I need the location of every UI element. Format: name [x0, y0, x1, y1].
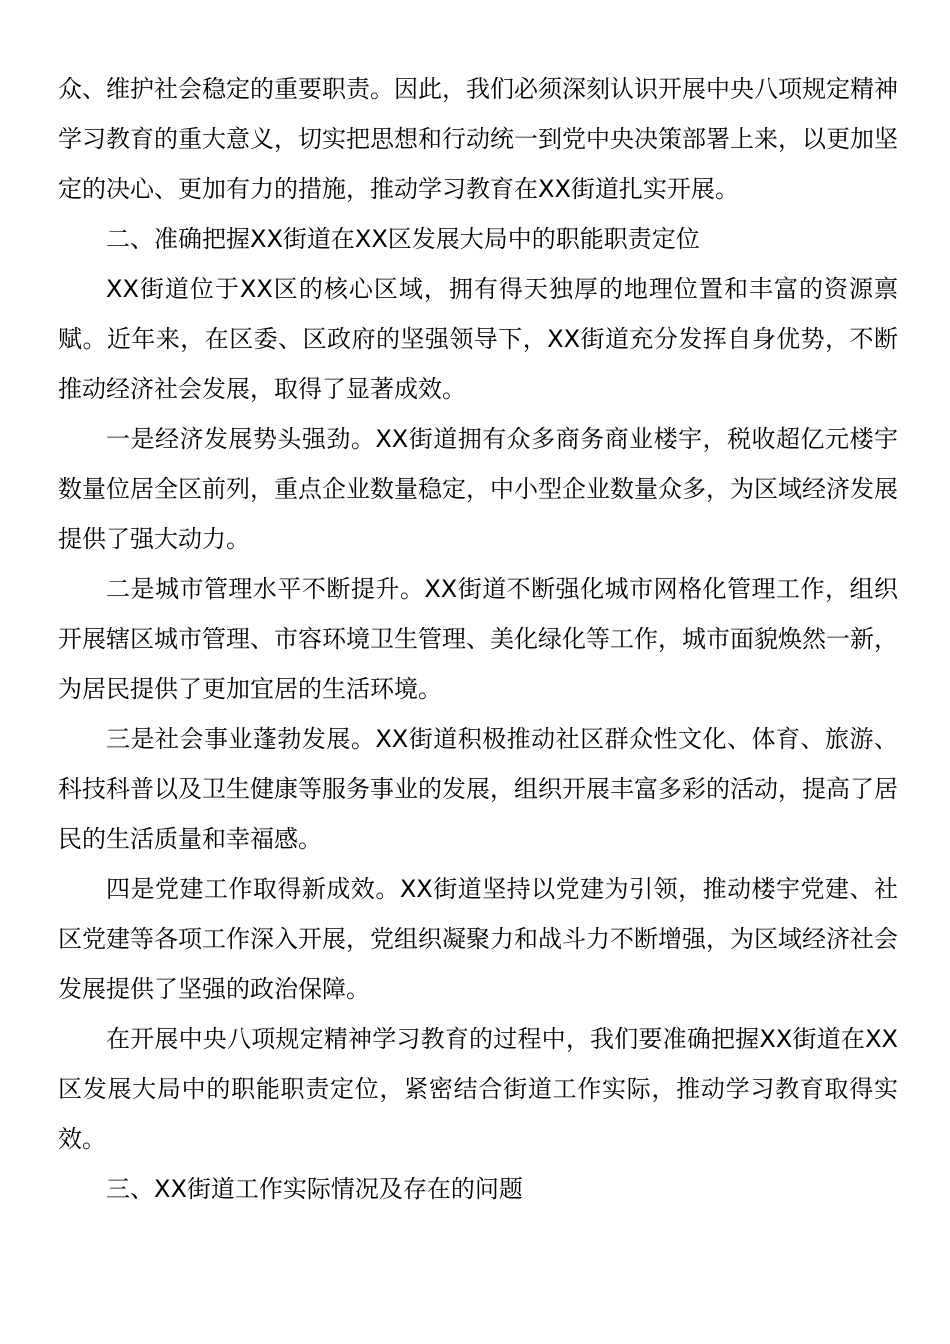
party-building-paragraph: 四是党建工作取得新成效。XX街道坚持以党建为引领，推动楼宇党建、社区党建等各项工作深入开展，党组织凝聚力和战斗力不断增强，为区域经济社会发展提供了坚强的政治保障。: [58, 875, 898, 1003]
urban-management-paragraph: 二是城市管理水平不断提升。XX街道不断强化城市网格化管理工作，组织开展辖区城市管理、市容环境卫生管理、美化绿化等工作，城市面貌焕然一新，为居民提供了更加宜居的生活环境。: [58, 575, 898, 703]
document-page: [58, 64, 898, 1214]
section-heading-two: 二、准确把握XX街道在XX区发展大局中的职能职责定位: [106, 225, 700, 253]
location-paragraph: XX街道位于XX区的核心区域，拥有得天独厚的地理位置和丰富的资源禀赋。近年来，在区委、区政府的坚强领导下，XX街道充分发挥自身优势，不断推动经济社会发展，取得了显著成效。: [58, 275, 898, 403]
continuation-paragraph: 众、维护社会稳定的重要职责。因此，我们必须深刻认识开展中央八项规定精神学习教育的重大意义，切实把思想和行动统一到党中央决策部署上来，以更加坚定的决心、更加有力的措施，推动学习教育在XX街道扎实开展。: [58, 75, 898, 203]
section-heading-three: 三、XX街道工作实际情况及存在的问题: [106, 1175, 523, 1203]
summary-paragraph: 在开展中央八项规定精神学习教育的过程中，我们要准确把握XX街道在XX区发展大局中的职能职责定位，紧密结合街道工作实际，推动学习教育取得实效。: [58, 1025, 898, 1153]
economy-paragraph: 一是经济发展势头强劲。XX街道拥有众多商务商业楼宇，税收超亿元楼宇数量位居全区前列，重点企业数量稳定，中小型企业数量众多，为区域经济发展提供了强大动力。: [58, 425, 898, 553]
social-affairs-paragraph: 三是社会事业蓬勃发展。XX街道积极推动社区群众性文化、体育、旅游、科技科普以及卫生健康等服务事业的发展，组织开展丰富多彩的活动，提高了居民的生活质量和幸福感。: [58, 725, 898, 853]
